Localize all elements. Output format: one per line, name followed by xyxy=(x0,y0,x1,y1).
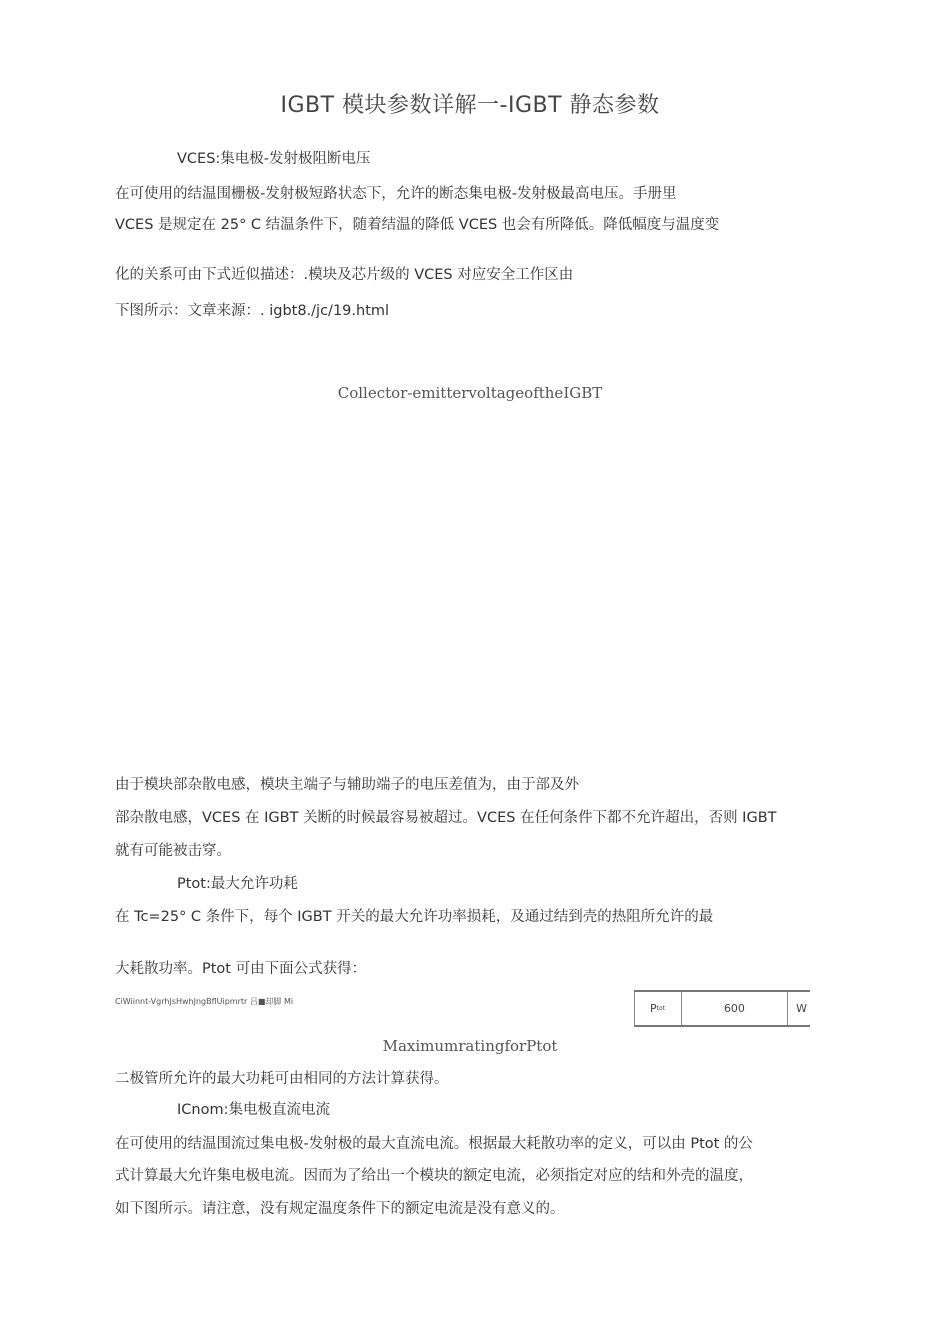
formula-garbled-text: CiWiinnt-VgrhJsHwhJngBflUipmrtr 吕■却脚 Mi xyxy=(115,997,294,1006)
ptot-heading: Ptot:最大允许功耗 xyxy=(177,876,298,892)
para2-line3: 就有可能被击穿。 xyxy=(115,843,231,859)
para1-line1: 在可使用的结温围栅极-发射极短路状态下，允许的断态集电极-发射极最高电压。手册里 xyxy=(115,186,677,202)
ptot-unit-cell: W xyxy=(796,1002,807,1015)
ptot-value-cell: 600 xyxy=(682,992,788,1025)
para5-line3: 如下图所示。请注意，没有规定温度条件下的额定电流是没有意义的。 xyxy=(115,1201,565,1217)
vces-heading: VCES:集电极-发射极阻断电压 xyxy=(177,151,371,167)
para5-line2: 式计算最大允许集电极电流。因而为了给出一个模块的额定电流，必须指定对应的结和外壳的温度， xyxy=(115,1168,753,1184)
icnom-heading: ICnom:集电极直流电流 xyxy=(177,1102,330,1118)
para1-line4: 下图所示：文章来源：. igbt8./jc/19.html xyxy=(115,303,390,319)
ptot-symbol: P xyxy=(650,1002,657,1015)
para3-line2: 大耗散功率。Ptot 可由下面公式获得： xyxy=(115,961,367,977)
ptot-symbol-cell xyxy=(634,992,682,1025)
para1-line3: 化的关系可由下式近似描述：.模块及芯片级的 VCES 对应安全工作区由 xyxy=(115,267,574,283)
para1-line2: VCES 是规定在 25° C 结温条件下，随着结温的降低 VCES 也会有所降低。降低幅度与温度变 xyxy=(115,217,720,233)
figure-caption-ptot: MaximumratingforPtot xyxy=(382,1037,558,1055)
para3-line1: 在 Tc=25° C 条件下，每个 IGBT 开关的最大允许功率损耗，及通过结到壳的热阻所允许的最 xyxy=(115,909,714,925)
para2-line1: 由于模块部杂散电感，模块主端子与辅助端子的电压差值为，由于部及外 xyxy=(115,777,579,793)
para5-line1: 在可使用的结温围流过集电极-发射极的最大直流电流。根据最大耗散功率的定义，可以由 Ptot 的公 xyxy=(115,1136,753,1152)
ptot-rating-table xyxy=(634,990,810,1027)
para2-line2: 部杂散电感，VCES 在 IGBT 关断的时候最容易被超过。VCES 在任何条件下都不允许超出，否则 IGBT xyxy=(115,810,777,826)
para4-line1: 二极管所允许的最大功耗可由相同的方法计算获得。 xyxy=(115,1071,449,1087)
ptot-symbol-sub: tot xyxy=(656,1005,666,1012)
page-title: IGBT 模块参数详解一-IGBT 静态参数 xyxy=(280,93,660,118)
figure-caption-vces: Collector-emittervoltageoftheIGBT xyxy=(337,384,603,402)
